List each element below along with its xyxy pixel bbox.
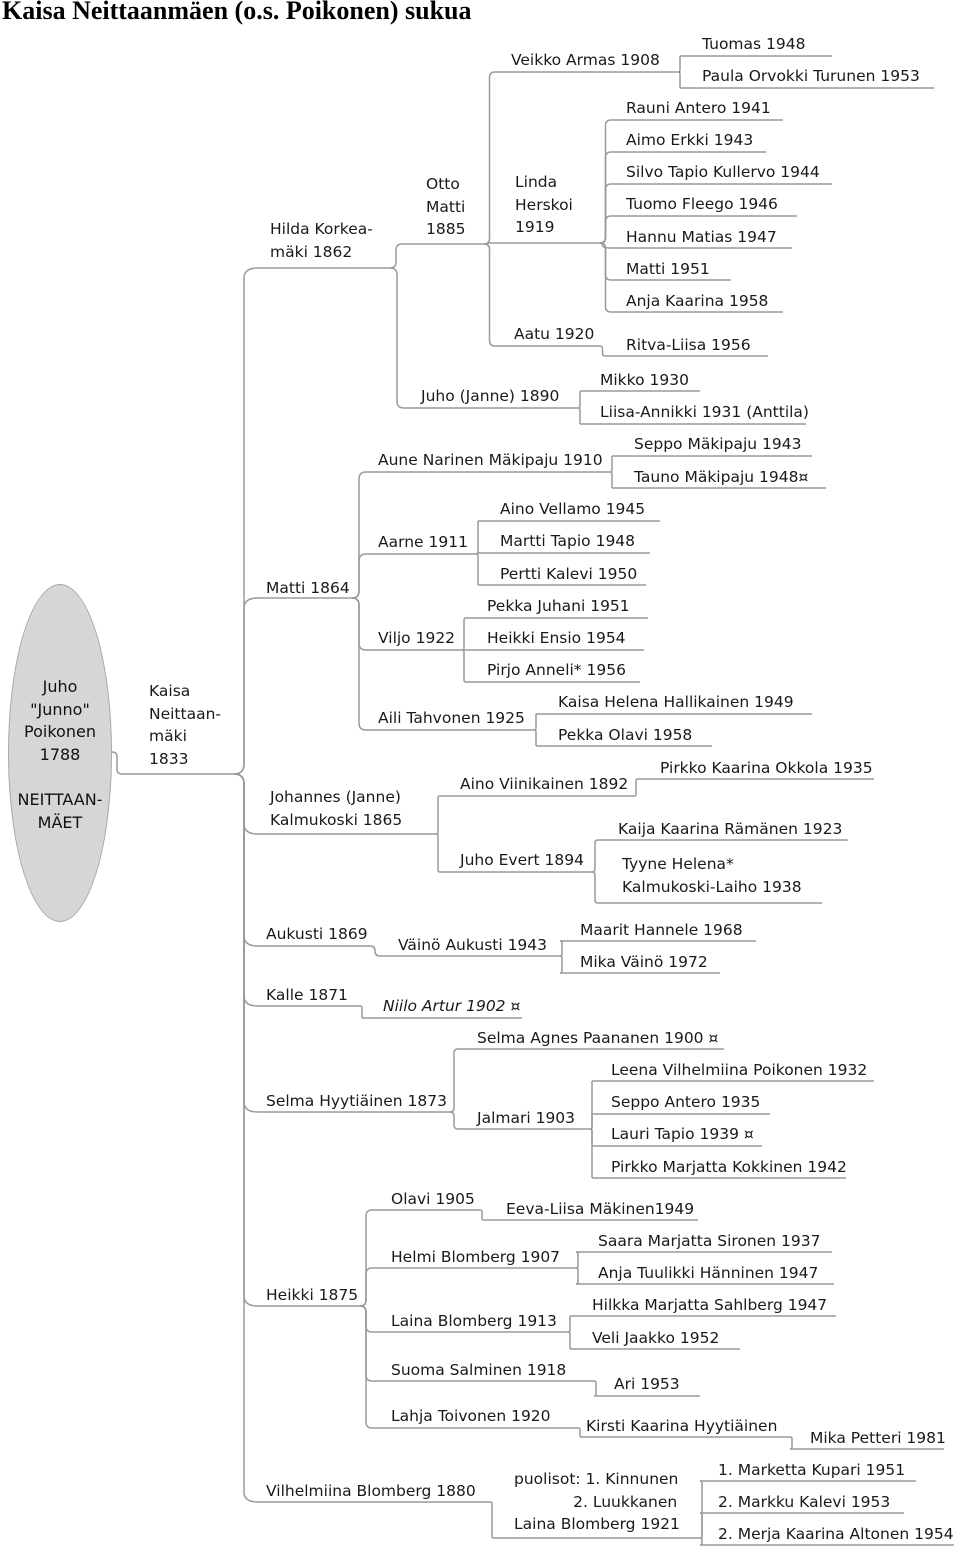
connector-line <box>610 472 612 488</box>
node-niilo: Niilo Artur 1902 ¤ <box>383 997 521 1015</box>
node-heikki1875: Heikki 1875 <box>266 1286 359 1304</box>
node-tuomas: Tuomas 1948 <box>702 35 806 53</box>
node-kalle: Kalle 1871 <box>266 986 348 1004</box>
connector-line <box>534 714 536 730</box>
node-paula: Paula Orvokki Turunen 1953 <box>702 67 920 85</box>
node-mika-p: Mika Petteri 1981 <box>810 1429 946 1447</box>
connector-line <box>234 774 258 834</box>
node-aimo: Aimo Erkki 1943 <box>626 131 754 149</box>
node-suoma: Suoma Salminen 1918 <box>391 1361 567 1379</box>
node-maarit: Maarit Hannele 1968 <box>580 921 743 939</box>
node-marketta: 1. Marketta Kupari 1951 <box>718 1461 906 1479</box>
node-rauni: Rauni Antero 1941 <box>626 99 771 117</box>
node-laina: Laina Blomberg 1913 <box>391 1312 557 1330</box>
node-anja: Anja Kaarina 1958 <box>626 292 769 310</box>
page-title: Kaisa Neittaanmäen (o.s. Poikonen) sukua <box>2 0 472 25</box>
node-aili: Aili Tahvonen 1925 <box>378 709 525 727</box>
node-tuomo: Tuomo Fleego 1946 <box>626 195 778 213</box>
node-vilhelmiina: Vilhelmiina Blomberg 1880 <box>266 1482 476 1500</box>
connector-line <box>560 956 562 973</box>
connector-line <box>634 779 638 796</box>
connector-line <box>578 408 580 424</box>
node-martti: Martti Tapio 1948 <box>500 532 636 550</box>
connector-line <box>578 1428 580 1437</box>
connector-line <box>436 796 440 834</box>
connector-line <box>234 774 258 1006</box>
node-johannes: Johannes (Janne) Kalmukoski 1865 <box>270 788 403 829</box>
connector-line <box>568 1332 570 1349</box>
connector-line <box>592 872 598 903</box>
node-eeva: Eeva-Liisa Mäkinen1949 <box>506 1200 695 1218</box>
node-mika-v: Mika Väinö 1972 <box>580 953 708 971</box>
connector-line <box>576 1268 578 1284</box>
node-hilkka: Hilkka Marjatta Sahlberg 1947 <box>592 1296 828 1314</box>
connector-line <box>450 1112 458 1129</box>
connector-line <box>568 1316 570 1332</box>
node-tauno: Tauno Mäkipaju 1948¤ <box>634 468 809 486</box>
connector-line <box>450 1049 458 1112</box>
node-tyyne: Tyyne Helena* Kalmukoski-Laiho 1938 <box>622 855 802 896</box>
connector-line <box>462 618 466 650</box>
node-jalmari: Jalmari 1903 <box>477 1109 576 1127</box>
node-seppo-m: Seppo Mäkipaju 1943 <box>634 435 802 453</box>
node-puolisot: puolisot: 1. Kinnunen 2. Luukkanen Laina Blomberg 1921 <box>514 1470 680 1533</box>
node-aune: Aune Narinen Mäkipaju 1910 <box>378 451 603 469</box>
connector-line <box>490 1502 494 1538</box>
node-liisa-annikki: Liisa-Annikki 1931 (Anttila) <box>600 403 809 421</box>
node-pekka-o: Pekka Olavi 1958 <box>558 726 693 744</box>
connector-line <box>610 456 612 472</box>
node-hannu: Hannu Matias 1947 <box>626 228 777 246</box>
connector-line <box>678 56 680 72</box>
connector-line <box>234 268 258 774</box>
connector-line <box>700 1513 702 1538</box>
node-lauri: Lauri Tapio 1939 ¤ <box>611 1125 754 1143</box>
connector-line <box>576 1252 578 1268</box>
connector-line <box>234 774 258 1502</box>
node-selma: Selma Hyytiäinen 1873 <box>266 1092 447 1110</box>
node-matti1951: Matti 1951 <box>626 260 710 278</box>
node-matti1864: Matti 1864 <box>266 579 350 597</box>
node-otto: Otto Matti 1885 <box>426 175 466 238</box>
node-linda: Linda Herskoi 1919 <box>515 173 573 236</box>
node-aatu: Aatu 1920 <box>514 325 595 343</box>
connector-line <box>790 1437 792 1449</box>
connector-line <box>700 1538 702 1545</box>
node-leena: Leena Vilhelmiina Poikonen 1932 <box>611 1061 868 1079</box>
connector-line <box>352 598 366 730</box>
connector-line <box>352 554 366 598</box>
node-aarne: Aarne 1911 <box>378 533 468 551</box>
root-place: NEITTAAN- MÄET <box>17 790 103 832</box>
connector-line <box>600 216 611 243</box>
node-juho-evert: Juho Evert 1894 <box>460 851 584 869</box>
node-viljo: Viljo 1922 <box>378 629 456 647</box>
connector-line <box>360 1006 362 1018</box>
node-veikko: Veikko Armas 1908 <box>511 51 660 69</box>
node-hilda: Hilda Korkea- mäki 1862 <box>270 220 373 261</box>
node-aukusti: Aukusti 1869 <box>266 925 368 943</box>
connector-line <box>484 244 495 346</box>
root-name: Juho "Junno" Poikonen 1788 <box>24 677 96 764</box>
node-lahja: Lahja Toivonen 1920 <box>391 1407 551 1425</box>
node-kaija: Kaija Kaarina Rämänen 1923 <box>618 820 843 838</box>
connector-line <box>360 1306 372 1428</box>
node-heikki-e: Heikki Ensio 1954 <box>487 629 626 647</box>
connector-line <box>436 834 440 872</box>
node-seppo-a: Seppo Antero 1935 <box>611 1093 761 1111</box>
node-pirjo: Pirjo Anneli* 1956 <box>487 661 626 679</box>
node-anja-t: Anja Tuulikki Hänninen 1947 <box>598 1264 819 1282</box>
node-veli: Veli Jaakko 1952 <box>592 1329 720 1347</box>
connector-line <box>234 598 258 774</box>
node-ari: Ari 1953 <box>614 1375 680 1393</box>
node-pekka-j: Pekka Juhani 1951 <box>487 597 630 615</box>
node-olavi: Olavi 1905 <box>391 1190 475 1208</box>
connector-line <box>590 1129 592 1178</box>
connector-line <box>462 650 466 682</box>
connector-line <box>476 554 478 585</box>
node-pirkko-o: Pirkko Kaarina Okkola 1935 <box>660 759 873 777</box>
connector-line <box>484 72 495 244</box>
node-ritva: Ritva-Liisa 1956 <box>626 336 751 354</box>
connector-line <box>578 391 580 408</box>
node-kirsti: Kirsti Kaarina Hyytiäinen <box>586 1417 778 1435</box>
node-aino-vi: Aino Viinikainen 1892 <box>460 775 629 793</box>
node-kaisa: Kaisa Neittaan- mäki 1833 <box>149 682 222 768</box>
node-aino-v: Aino Vellamo 1945 <box>500 500 646 518</box>
node-selma-agnes: Selma Agnes Paananen 1900 ¤ <box>477 1029 719 1047</box>
connector-line <box>360 1268 372 1306</box>
node-kaisa-h: Kaisa Helena Hallikainen 1949 <box>558 693 794 711</box>
connector-line <box>678 72 680 88</box>
node-pirkko-m: Pirkko Marjatta Kokkinen 1942 <box>611 1158 847 1176</box>
connector-line <box>370 946 380 956</box>
connector-line <box>390 268 404 408</box>
connector-line <box>600 243 611 312</box>
node-silvo: Silvo Tapio Kullervo 1944 <box>626 163 820 181</box>
node-mikko: Mikko 1930 <box>600 371 689 389</box>
node-vaino: Väinö Aukusti 1943 <box>398 936 548 954</box>
connector-line <box>560 941 562 956</box>
connector-line <box>600 346 605 356</box>
connector-line <box>234 774 258 1306</box>
connector-line <box>476 521 478 554</box>
connector-line <box>592 840 598 872</box>
connector-line <box>534 730 536 746</box>
node-juho-janne: Juho (Janne) 1890 <box>421 387 560 405</box>
connector-line <box>390 244 402 268</box>
connector-line <box>594 1381 596 1396</box>
node-merja: 2. Merja Kaarina Altonen 1954 <box>718 1525 954 1543</box>
node-markku: 2. Markku Kalevi 1953 <box>718 1493 891 1511</box>
connector-line <box>234 774 258 946</box>
node-pertti: Pertti Kalevi 1950 <box>500 565 638 583</box>
connector-line <box>112 752 122 774</box>
connector-line <box>590 1114 592 1129</box>
node-saara: Saara Marjatta Sironen 1937 <box>598 1232 821 1250</box>
connector-line <box>480 1210 484 1220</box>
node-helmi: Helmi Blomberg 1907 <box>391 1248 561 1266</box>
